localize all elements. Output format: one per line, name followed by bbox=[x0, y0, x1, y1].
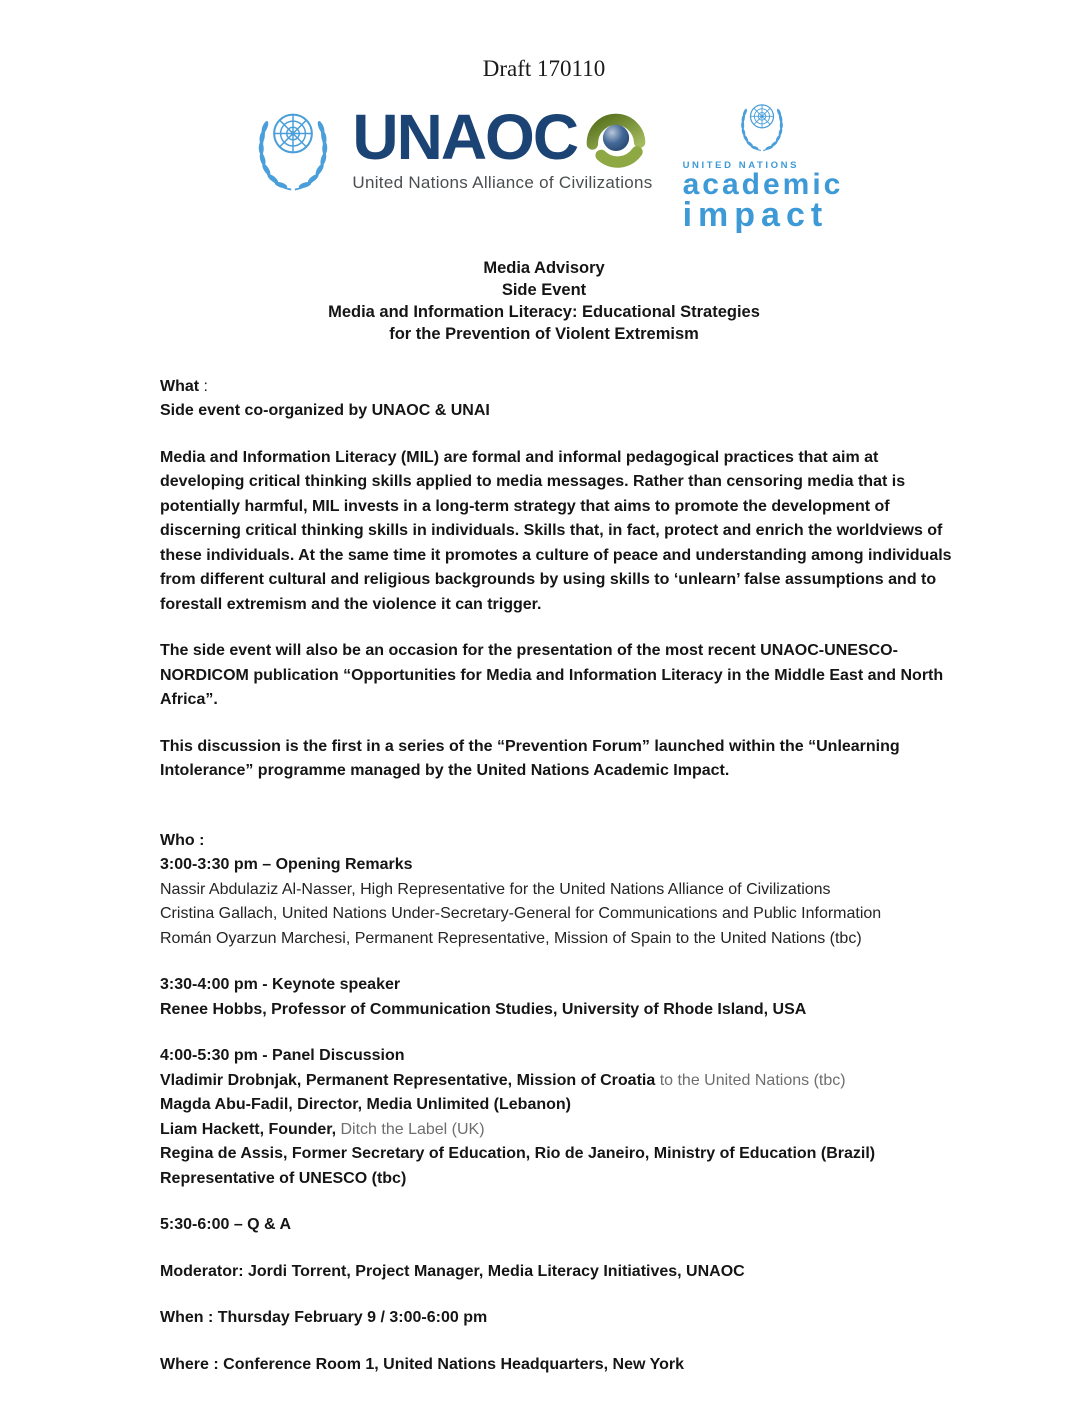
panelist-liam bbox=[160, 1118, 960, 1143]
un-emblem-icon bbox=[734, 96, 790, 158]
speaker-roman: Román Oyarzun Marchesi, Permanent Representative, Mission of Spain to the United Nations (tbc) bbox=[160, 929, 862, 947]
panel-time: 4:00-5:30 pm - Panel Discussion bbox=[160, 1047, 405, 1065]
paragraph-prevention-forum: This discussion is the first in a series of the “Prevention Forum” launched within the “Unlearning Intolerance” programme managed by the United Nations Academic Impact. bbox=[160, 737, 900, 780]
where-label: Where bbox=[160, 1355, 209, 1373]
qa-time: 5:30-6:00 – Q & A bbox=[160, 1216, 292, 1234]
who-label: Who : bbox=[160, 831, 205, 849]
speaker-renee: Renee Hobbs, Professor of Communication Studies, University of Rhode Island, USA bbox=[160, 1000, 807, 1018]
heading-line-3: Media and Information Literacy: Educational Strategies bbox=[328, 302, 760, 321]
what-colon: : bbox=[199, 377, 208, 395]
logo-row bbox=[0, 96, 1088, 234]
unai-logo-text bbox=[682, 160, 844, 234]
moderator-line: Moderator: Jordi Torrent, Project Manager, Media Literacy Initiatives, UNAOC bbox=[160, 1262, 745, 1280]
paragraph-mil-definition: Media and Information Literacy (MIL) are formal and informal pedagogical practices that aim at developing critical thinking skills applied to media messages. Rather than censoring media that is potentially harmful, MIL invests in a long-term strategy that aims to promote the development of discerning critical thinking skills in individuals. Skills that, in fact, protect and enrich the worldviews of these individuals. At the same time it promotes a culture of peace and understanding among individuals from different cultural and religious backgrounds by using skills to ‘unlearn’ false assumptions and to forestall extremism and the violence it can trigger. bbox=[160, 448, 952, 613]
what-label-line bbox=[160, 375, 960, 400]
panelist-name: Liam Hackett, Founder, bbox=[160, 1120, 337, 1138]
panelist-name: Magda Abu-Fadil, Director, Media Unlimited (Lebanon) bbox=[160, 1096, 571, 1114]
unaoc-wordmark: UNAOC bbox=[352, 100, 578, 173]
un-emblem-icon bbox=[247, 100, 339, 202]
where-value: : Conference Room 1, United Nations Headquarters, New York bbox=[213, 1355, 684, 1373]
heading-line-4: for the Prevention of Violent Extremism bbox=[389, 324, 699, 343]
unaoc-logo bbox=[247, 96, 652, 202]
unaoc-swirl-icon bbox=[581, 102, 651, 172]
panelist-name: Representative of UNESCO (tbc) bbox=[160, 1169, 407, 1187]
advisory-body bbox=[160, 375, 960, 1378]
panelist-affiliation: Ditch the Label (UK) bbox=[336, 1120, 485, 1138]
keynote-time: 3:30-4:00 pm - Keynote speaker bbox=[160, 976, 401, 994]
panelist-name: Regina de Assis, Former Secretary of Education, Rio de Janeiro, Ministry of Education (Brazil) bbox=[160, 1145, 876, 1163]
panelist-regina bbox=[160, 1142, 960, 1167]
when-value: : Thursday February 9 / 3:00-6:00 pm bbox=[208, 1309, 488, 1327]
panelist-magda bbox=[160, 1093, 960, 1118]
panelist-affiliation: to the United Nations (tbc) bbox=[655, 1071, 846, 1089]
when-line bbox=[160, 1306, 960, 1331]
speaker-nassir: Nassir Abdulaziz Al-Nasser, High Representative for the United Nations Alliance of Civilizations bbox=[160, 880, 831, 898]
speaker-cristina: Cristina Gallach, United Nations Under-Secretary-General for Communications and Public Information bbox=[160, 905, 882, 923]
heading-line-1: Media Advisory bbox=[483, 258, 605, 277]
unaoc-logo-text bbox=[352, 96, 652, 193]
unaoc-tagline: United Nations Alliance of Civilizations bbox=[352, 173, 653, 192]
heading-line-2: Side Event bbox=[501, 280, 587, 299]
advisory-heading bbox=[0, 257, 1088, 345]
draft-label: Draft 170110 bbox=[482, 56, 606, 81]
panelist-vladimir bbox=[160, 1069, 960, 1094]
opening-remarks-time: 3:00-3:30 pm – Opening Remarks bbox=[160, 856, 413, 874]
unai-united-nations-label: UNITED NATIONS bbox=[682, 160, 800, 171]
what-intro: Side event co-organized by UNAOC & UNAI bbox=[160, 402, 490, 420]
what-label: What bbox=[160, 377, 200, 395]
unai-impact-label: impact bbox=[682, 195, 829, 234]
where-line bbox=[160, 1353, 960, 1378]
panelist-name: Vladimir Drobnjak, Permanent Representative, Mission of Croatia bbox=[160, 1071, 656, 1089]
panelist-unesco bbox=[160, 1167, 960, 1192]
unai-academic-label: academic bbox=[682, 168, 844, 201]
unai-logo bbox=[682, 96, 844, 234]
when-label: When bbox=[160, 1309, 204, 1327]
paragraph-publication: The side event will also be an occasion for the presentation of the most recent UNAOC-UNESCO-NORDICOM publication “Opportunities for Media and Information Literacy in the Middle East and North Africa”. bbox=[160, 642, 944, 709]
